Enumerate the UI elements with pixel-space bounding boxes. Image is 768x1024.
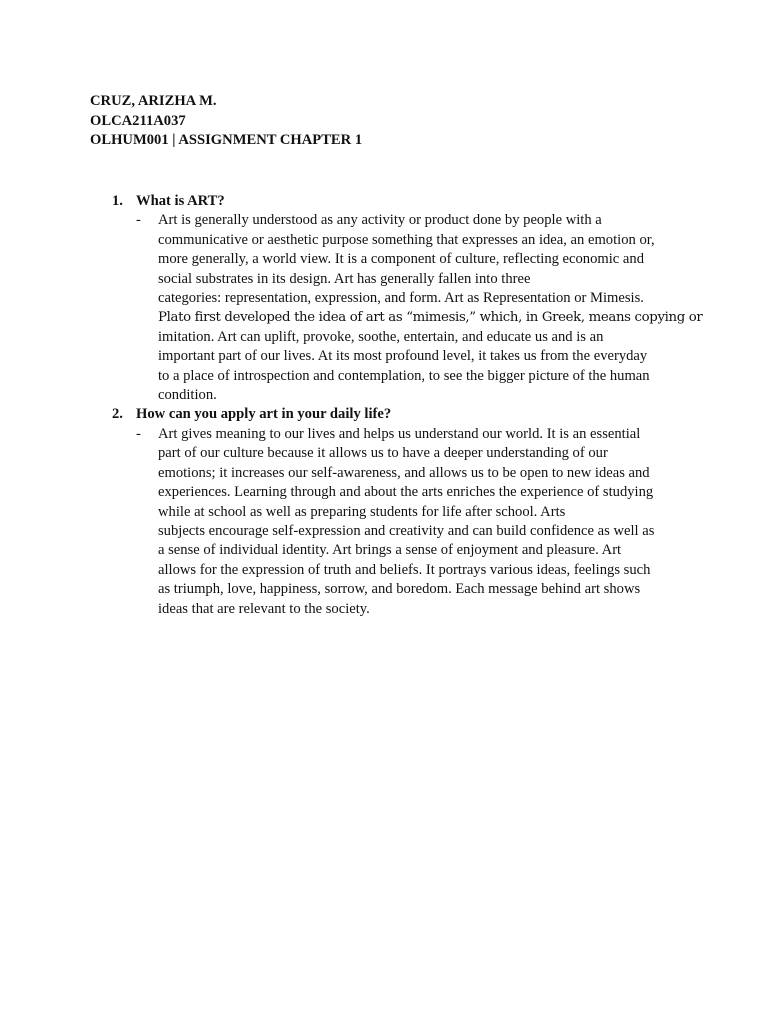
question-number: 1. (112, 193, 123, 209)
answer-text (158, 211, 703, 405)
question-1 (108, 192, 678, 211)
document-header (90, 92, 362, 151)
answer-line: subjects encourage self-expression and creativity and can build confidence as well as (158, 522, 655, 539)
answer-text (158, 425, 676, 619)
answer-2 (108, 425, 678, 619)
bullet-dash: - (136, 212, 141, 229)
answer-line: as triumph, love, happiness, sorrow, and boredom. Each message behind art shows (158, 581, 641, 598)
question-number: 2. (112, 406, 123, 423)
answer-line: emotions; it increases our self-awareness, and allows us to be open to new ideas and (158, 464, 650, 481)
student-id: OLCA211A037 (90, 112, 186, 129)
answer-line: ideas that are relevant to the society. (158, 600, 370, 617)
answer-line: Plato first developed the idea of art as “mimesis,” which, in Greek, means copying or (158, 310, 703, 326)
question-title: How can you apply art in your daily life? (136, 406, 392, 423)
answer-line: communicative or aesthetic purpose something that expresses an idea, an emotion or, (158, 231, 655, 248)
answer-line: to a place of introspection and contemplation, to see the bigger picture of the human (158, 367, 650, 384)
answer-line: part of our culture because it allows us to have a deeper understanding of our (158, 445, 608, 462)
answer-line: Art is generally understood as any activity or product done by people with a (158, 212, 602, 229)
answer-line: experiences. Learning through and about the arts enriches the experience of studying (158, 484, 654, 501)
answer-line: categories: representation, expression, and form. Art as Representation or Mimesis. (158, 290, 644, 307)
answer-1 (108, 211, 703, 405)
answer-line: condition. (158, 387, 217, 404)
question-2 (108, 405, 678, 424)
answer-line: a sense of individual identity. Art brings a sense of enjoyment and pleasure. Art (158, 542, 622, 559)
answer-line: allows for the expression of truth and beliefs. It portrays various ideas, feelings such (158, 561, 651, 578)
answer-line: Art gives meaning to our lives and helps us understand our world. It is an essential (158, 425, 641, 442)
course-assignment-title: OLHUM001 | ASSIGNMENT CHAPTER 1 (90, 132, 363, 149)
bullet-dash: - (136, 425, 141, 442)
student-name: CRUZ, ARIZHA M. (90, 93, 217, 109)
answer-line: social substrates in its design. Art has generally fallen into three (158, 270, 531, 287)
question-list (108, 192, 703, 619)
answer-line: imitation. Art can uplift, provoke, soothe, entertain, and educate us and is an (158, 328, 604, 345)
answer-line: more generally, a world view. It is a component of culture, reflecting economic and (158, 251, 645, 268)
answer-line: while at school as well as preparing students for life after school. Arts (158, 503, 566, 520)
answer-line: important part of our lives. At its most profound level, it takes us from the everyday (158, 348, 648, 365)
question-title: What is ART? (136, 193, 225, 209)
